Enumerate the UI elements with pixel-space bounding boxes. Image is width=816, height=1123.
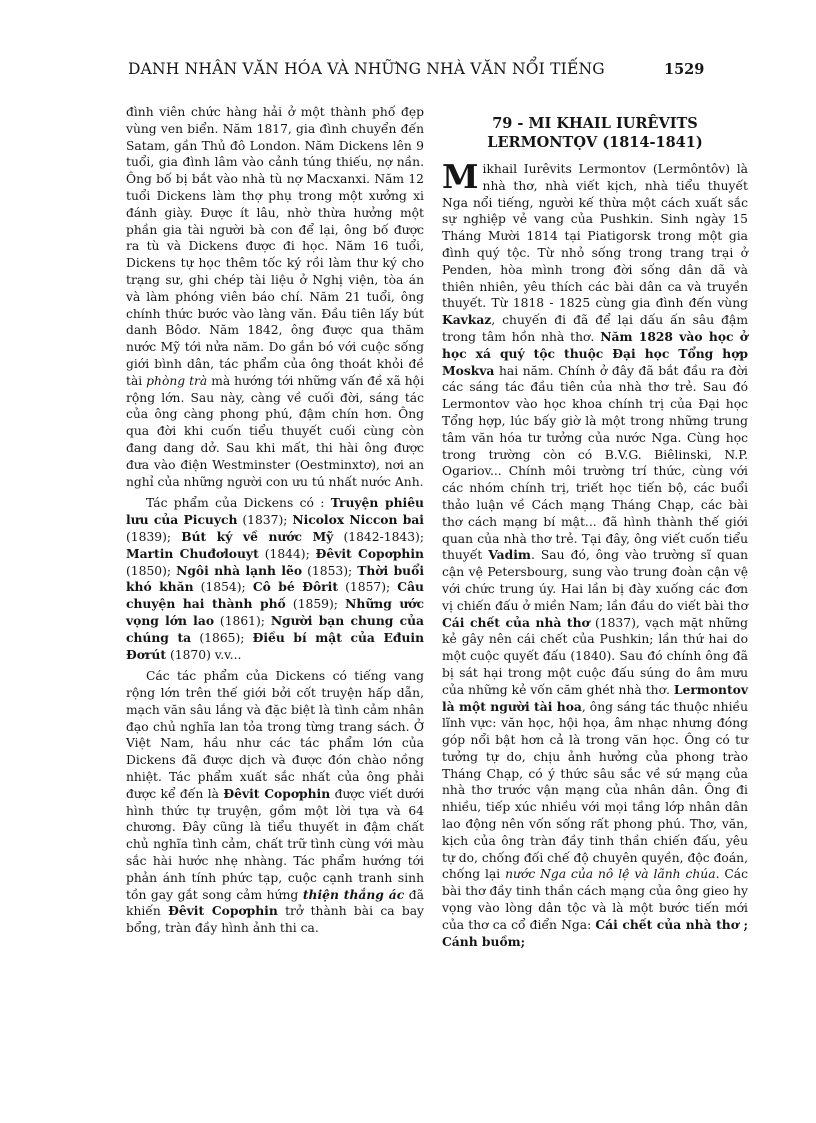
work-title: Ngôi nhà lạnh lẽo <box>176 562 303 578</box>
article-heading-line-2: LERMONTỌV (1814-1841) <box>487 134 703 151</box>
work-title: Điều bí mật của Eđuin Đơrút <box>126 629 425 662</box>
work-title: Truyện phiêu lưu của Picuych <box>126 495 424 528</box>
work-title: Cô bé Đôrit <box>252 579 338 595</box>
dickens-works-paragraph: Tác phẩm của Dickens có : Truyện phiêu lưu của Picuych (1837); Nicolox Niccon bai (1839); Bút ký về nước Mỹ (1842-1843); Martin Chuđơlouyt (1844); Đêvit Copơphin (1850); Ngôi nhà lạnh lẽo (1853); Thời buổi khó khăn (1854); Cô bé Đôrit (1857); Câu chuyện hai thành phố (1859); Những ước vọng lớn lao (1861); Người bạn chung của chúng ta (1865); Điều bí mật của Eđuin Đơrút (1870) v.v... <box>126 495 425 662</box>
work-title: Những ước vọng lớn lao <box>126 596 424 628</box>
work-title: Nicolox Niccon bai <box>292 512 424 528</box>
work-title: Martin Chuđơlouyt <box>126 545 259 561</box>
work-title: Thời buổi khó khăn <box>126 562 424 595</box>
article-heading-line-1: 79 - MI KHAIL IURÊVITS <box>492 115 698 132</box>
lermontov-biography-paragraph: Mikhail Iurêvits Lermontov (Lermôntôv) là nhà thơ, nhà viết kịch, nhà tiểu thuyết Nga nổi tiếng, người kế thừa một cách xuất sắc sự nghiệp vẻ vang của Pushkin. Sinh ngày 15 Tháng Mười 1814 tại Piatigorsk trong một gia đình quý tộc. Từ nhỏ sống trong trang trại ở Penden, hòa mình trong đời sống dân dã và thiên nhiên, yêu thích các bài dân ca và truyền thuyết. Từ 1818 - 1825 cùng gia đình đến vùng Kavkaz, chuyến đi đã để lại dấu ấn sâu đậm trong tâm hồn nhà thơ. Năm 1828 vào học ở học xá quý tộc thuộc Đại học Tổng hợp Moskva hai năm. Chính ở đây đã bắt đầu ra đời các sáng tác đầu tiên của nhà thơ trẻ. Sau đó Lermontov vào học khoa chính trị của Đại học Tổng hợp, lúc bấy giờ là một trong những trung tâm văn hóa tư tưởng của nước Nga. Cùng học trong trường còn có B.V.G. Biêlinski, N.P. Ogariov... Chính môi trường trí thức, cùng với các nhóm chính trị, triết học tiến bộ, các buổi thảo luận về Cách mạng Tháng Chạp, các bài thơ cách mạng bí mật... đã hình thành thế giới quan của nhà thơ trẻ. Tại đây, ông viết cuốn tiểu thuyết Vadim. Sau đó, ông vào trường sĩ quan cận vệ Petersbourg, sung vào trung đoàn cận vệ với chức trung úy. Hai lần bị đày xuống các đơn vị chiến đấu ở miền Nam; lần đầu do viết bài thơ Cái chết của nhà thơ (1837), vạch mặt những kẻ gây nên cái chết của Pushkin; lần thứ hai do một cuộc quyết đấu (1840). Sau đó chính ông đã bị sát hại trong một cuộc đấu súng do âm mưu của những kẻ vốn căm ghét nhà thơ. Lermontov là một người tài hoa, ông sáng tác thuộc nhiều lĩnh vực: văn học, hội họa, âm nhạc nhưng đóng góp nổi bật hơn cả là trong văn học. Ông có tư tưởng tự do, chịu ảnh hưởng của phong trào Tháng Chạp, có ý thức sâu sắc về sứ mạng của nhà thơ trước vận mạng của nhân dân. Ông đi nhiều, tiếp xúc nhiều với mọi tầng lớp nhân dân lao động nên vốn sống rất phong phú. Thơ, văn, kịch của ông tràn đầy tinh thần chiến đấu, yêu tự do, chống đối chế độ chuyên quyền, độc đoán, chống lại nước Nga của nô lệ và lãnh chúa. Các bài thơ đầy tinh thần cách mạng của ông gieo hy vọng vào lòng dân tộc và là một bước tiến mới của thơ ca cổ điển Nga: Cái chết của nhà thơ ; Cánh buồm; <box>442 157 748 949</box>
work-title: Người bạn chung của chúng ta <box>126 612 424 645</box>
left-column <box>126 104 424 937</box>
dickens-legacy-paragraph: Các tác phẩm của Dickens có tiếng vang rộng lớn trên thế giới bởi cốt truyện hấp dẫn, mạch văn sâu lắng và đặc biệt là tình cảm nhân đạo chủ nghĩa lan tỏa trong từng trang sách. Ở Việt Nam, hầu như các tác phẩm lớn của Dickens đã được dịch và được đón chào nồng nhiệt. Tác phẩm xuất sắc nhất của ông phải được kể đến là Đêvit Copơphin được viết dưới hình thức tự truyện, gồm một lời tựa và 64 chương. Đây cũng là tiểu thuyết in đậm chất chủ nghĩa tình cảm, chất trữ tình cùng với màu sắc hài hước nhẹ nhàng. Tác phẩm hướng tới phản ánh tính phức tạp, cuộc cạnh tranh sinh tồn gay gắt song cảm hứng thiện thắng ác đã khiến Đêvit Copơphin trở thành bài ca bay bổng, tràn đầy hình ảnh thi ca. <box>126 669 425 936</box>
article-heading <box>442 114 748 152</box>
drop-cap: M <box>442 157 479 196</box>
right-column <box>442 104 748 950</box>
work-title: Câu chuyện hai thành phố <box>126 579 424 612</box>
work-title: Bút ký về nước Mỹ <box>181 528 334 544</box>
page-number: 1529 <box>664 61 705 78</box>
running-header-title: DANH NHÂN VĂN HÓA VÀ NHỮNG NHÀ VĂN NỔI TIẾNG <box>128 60 605 78</box>
work-title: Đêvit Copơphin <box>315 545 424 561</box>
dickens-biography-paragraph: đình viên chức hàng hải ở một thành phố đẹp vùng ven biển. Năm 1817, gia đình chuyển đến Satam, gần Thủ đô London. Năm Dickens lên 9 tuổi, gia đình lâm vào cảnh túng thiếu, nợ nần. Ông bố bị bắt vào nhà tù nợ Macxanxi. Năm 12 tuổi Dickens làm thợ phụ trong một xưởng xi đánh giày. Được ít lâu, nhờ thừa hưởng một phần gia tài người bà con để lại, ông bố được ra tù và Dickens được đi học. Năm 16 tuổi, Dickens tự học thêm tốc ký rồi làm thư ký cho trạng sư, ghi chép tài liệu ở Nghị viện, tòa án và làm phóng viên báo chí. Năm 21 tuổi, ông chính thức bước vào làng văn. Đầu tiên lấy bút danh Bôdơ. Năm 1842, ông được qua thăm nước Mỹ tới nửa năm. Do gắn bó với cuộc sống giới bình dân, tác phẩm của ông thoát khỏi đề tài phòng trà mà hướng tới những vấn đề xã hội rộng lớn. Sau này, càng về cuối đời, sáng tác của ông càng phong phú, đậm chín hơn. Ông qua đời khi cuốn tiểu thuyết cuối cùng còn đang dang dở. Sau khi mất, thi hài ông được đưa vào điện Westminster (Oestminxtơ), nơi an nghỉ của những người con ưu tú nhất nước Anh. <box>126 105 424 489</box>
